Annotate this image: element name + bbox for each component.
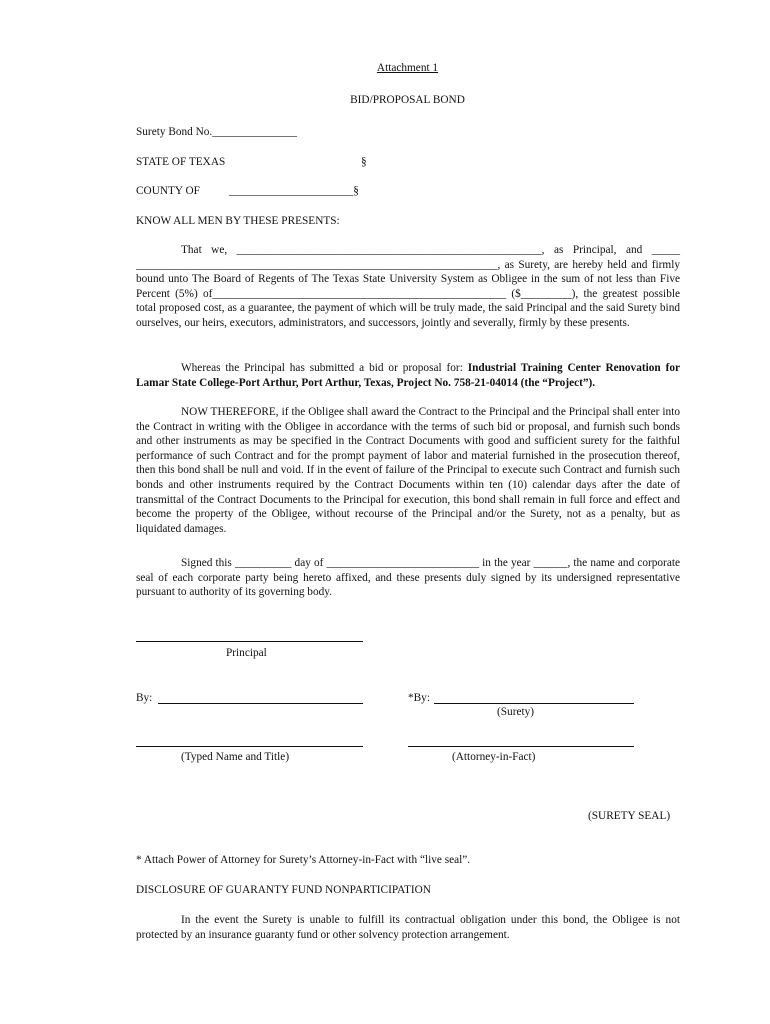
disclosure-text: In the event the Surety is unable to fulfill its contractual obligation under this bond, the Obligee is not protected by an insurance guaranty fund or other solvency protection arrangement. [136,914,680,941]
signed-this-paragraph: Signed this __________ day of ___________________________ in the year ______, the name and corporate seal of each corporate party being hereto affixed, and these presents duly signed by its undersigned representative pursuant to authority of its governing body. [136,557,680,599]
disclosure-heading: DISCLOSURE OF GUARANTY FUND NONPARTICIPATION [136,884,431,896]
state-label: STATE OF TEXAS [136,156,226,168]
surety-by-label: *By: [408,692,430,704]
county-blank: ______________________§ [229,185,359,197]
county-label: COUNTY OF [136,185,200,197]
state-section-mark: § [361,156,367,168]
surety-by-signature-line [434,703,634,704]
typed-name-label: (Typed Name and Title) [181,751,290,763]
by-signature-line [158,703,363,704]
by-label: By: [136,692,153,704]
project-paragraph [136,361,680,390]
document-title: BID/PROPOSAL BOND [350,94,465,106]
typed-name-line [136,746,363,747]
principal-signature-line [136,641,363,642]
now-therefore-paragraph: NOW THEREFORE, if the Obligee shall award the Contract to the Principal and the Principal shall enter into the Contract in writing with the Obligee in accordance with the terms of such bid or proposal, and furnish such bonds and other instruments as may be specified in the Contract Documents with good and sufficient surety for the faithful performance of such Contract and for the prompt payment of labor and material furnished in the prosecution thereof, then this bond shall be null and void. If in the event of failure of the Principal to execute such Contract and furnish such bonds and other instruments required by the Contract Documents within ten (10) calendar days after the date of transmittal of the Contract Documents to the Principal for execution, this bond shall remain in full force and effect and become the property of the Obligee, without recourse of the Principal and/or the Surety, not as a penalty, but as liquidated damages. [136,406,680,535]
surety-bond-number: Surety Bond No._______________ [136,126,297,138]
attorney-label: (Attorney-in-Fact) [452,751,536,763]
know-all-heading: KNOW ALL MEN BY THESE PRESENTS: [136,215,340,227]
attachment-label: Attachment 1 [376,62,439,74]
project-lead-text: Whereas the Principal has submitted a bid or proposal for: [181,362,468,374]
attorney-line [408,746,634,747]
power-of-attorney-footnote: * Attach Power of Attorney for Surety’s Attorney-in-Fact with “live seal”. [136,854,471,866]
project-name: Industrial Training Center Renovation for Lamar State College-Port Arthur, Port Arthur, Texas, Project No. 758-21-04014 (the “Project”). [136,362,680,389]
principal-label: Principal [226,647,267,659]
principal-surety-paragraph: That we, ______________________________________________________, as Principal, and _____ ________________________________________________________________, as Surety, are hereby held and firmly bound unto The Board of Regents of The Texas State University System as Obligee in the sum of not less than Five Percent (5%) of____________________________________________________ ($_________), the greatest possible total proposed cost, as a guarantee, the payment of which will be truly made, the said Principal and the said Surety bind ourselves, our heirs, executors, administrators, and successors, jointly and severally, firmly by these presents. [136,244,680,329]
surety-seal-label: (SURETY SEAL) [588,810,671,822]
surety-label: (Surety) [497,706,535,718]
